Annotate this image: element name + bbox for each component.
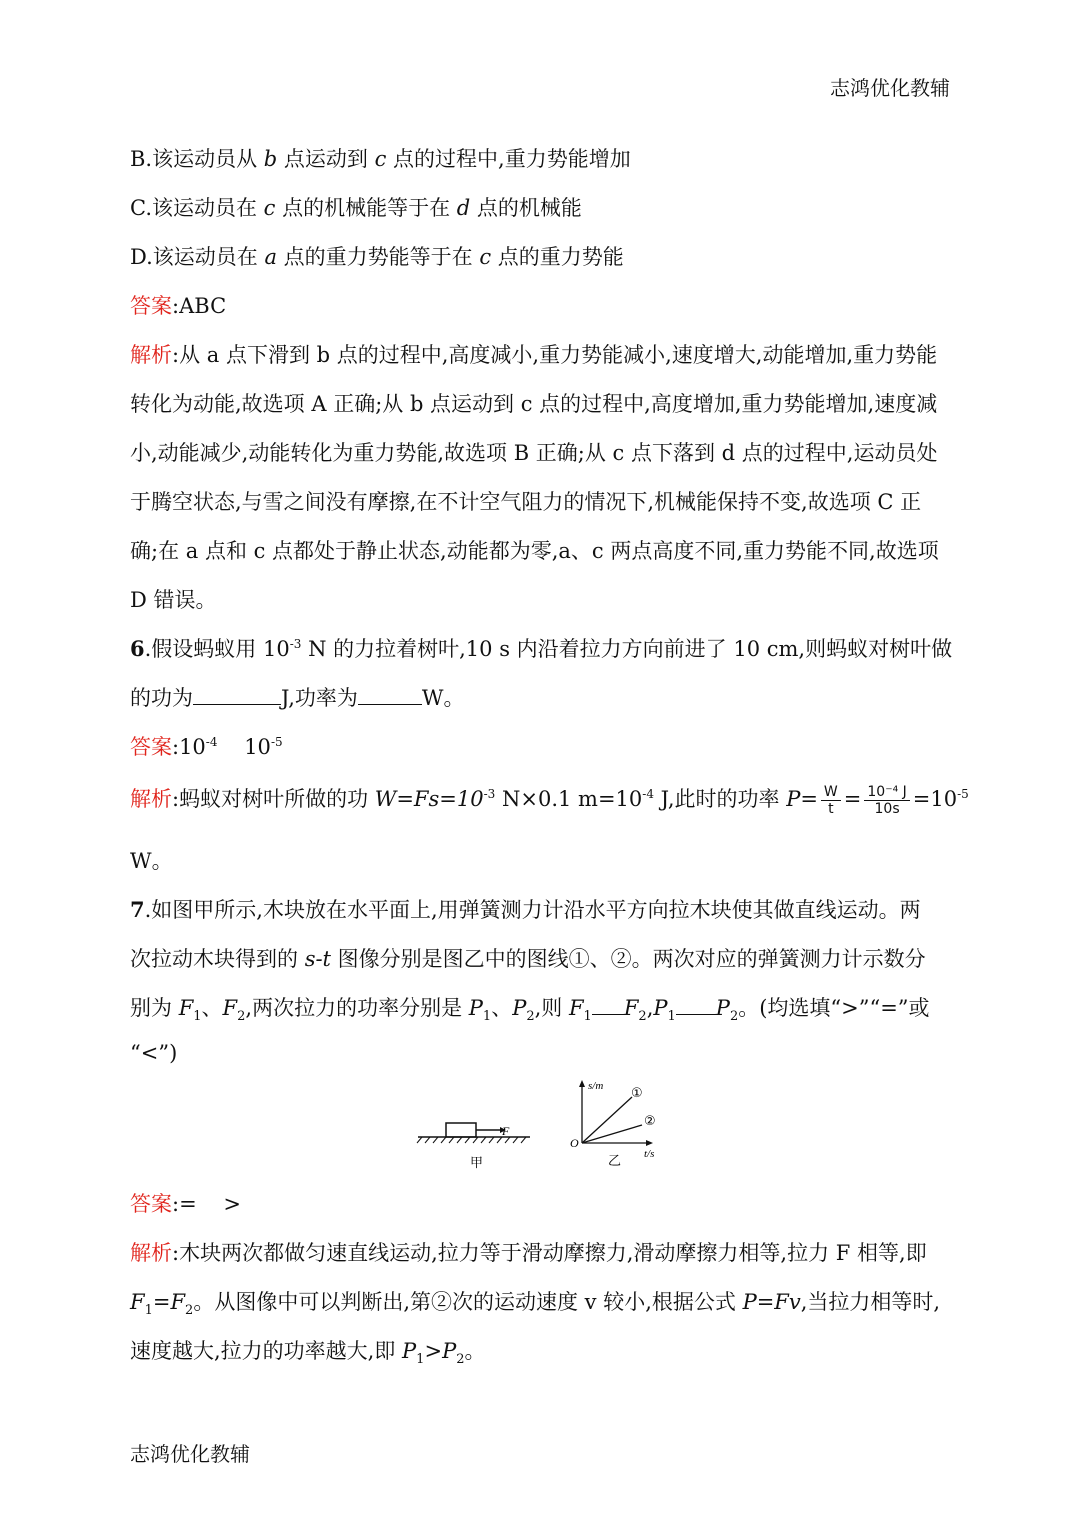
q5-analysis-line: 于腾空状态,与雪之间没有摩擦,在不计空气阻力的情况下,机械能保持不变,故选项 C 正 xyxy=(130,490,922,514)
x-axis-label: t/s xyxy=(644,1148,655,1160)
q5-analysis-line: 解析:从 a 点下滑到 b 点的过程中,高度减小,重力势能减小,速度增大,动能增加,重力势能 xyxy=(130,343,938,367)
answer-blank xyxy=(592,996,624,1015)
origin-label: O xyxy=(570,1136,579,1150)
option-c: C.该运动员在 c 点的机械能等于在 d 点的机械能 xyxy=(130,196,582,220)
q7-analysis-line: 解析:木块两次都做匀速直线运动,拉力等于滑动摩擦力,滑动摩擦力相等,拉力 F 相等,即 xyxy=(130,1241,927,1265)
fraction: $\frac{\text{10⁻⁴ J}}{10s}$ xyxy=(864,784,909,817)
q6-question-line: 6.假设蚂蚁用 $10^{-3}$ N 的力拉着树叶,10 s 内沿着拉力方向前进了 10 cm,则蚂蚁对树叶做 xyxy=(130,636,953,661)
label-jia: 甲 xyxy=(470,1156,484,1171)
q5-analysis-line: D 错误。 xyxy=(130,588,217,612)
q5-analysis-line: 转化为动能,故选项 A 正确;从 b 点运动到 c 点的过程中,高度增加,重力势能增加,速度减 xyxy=(130,392,938,416)
q7-question-line: 别为 $F_1$、$F_2$,两次拉力的功率分别是 $P_1$、$P_2$,则 $F_1$ $F_2,P_1$ $P_2$。(均选填“>”“=”或 xyxy=(130,996,930,1025)
x-arrow-icon xyxy=(646,1140,653,1146)
label-yi: 乙 xyxy=(608,1154,622,1169)
q7-question-line: 次拉动木块得到的 s-t 图像分别是图乙中的图线①、②。两次对应的弹簧测力计示数分 xyxy=(130,947,926,971)
q7-analysis-line: $F_1=F_2$。从图像中可以判断出,第②次的运动速度 v 较小,根据公式 P=Fv,当拉力相等时, xyxy=(130,1290,941,1319)
answer-blank xyxy=(193,686,281,705)
ground-hatching xyxy=(417,1137,526,1143)
wood-block xyxy=(446,1123,476,1137)
page-header: 志鸿优化教辅 xyxy=(830,76,950,100)
experiment-diagram xyxy=(410,1075,670,1175)
answer-blank xyxy=(358,686,422,705)
option-d: D.该运动员在 a 点的重力势能等于在 c 点的重力势能 xyxy=(130,245,624,269)
q6-question-line: 的功为 J,功率为 W。 xyxy=(130,686,465,710)
line-2-label: ② xyxy=(644,1114,656,1129)
y-arrow-icon xyxy=(579,1080,585,1087)
page-footer: 志鸿优化教辅 xyxy=(130,1442,250,1466)
q7-answer: 答案:= > xyxy=(130,1192,241,1216)
line-1-label: ① xyxy=(631,1086,643,1101)
q7-analysis-line: 速度越大,拉力的功率越大,即 $P_1>P_2$。 xyxy=(130,1339,486,1368)
q5-analysis-line: 确;在 a 点和 c 点都处于静止状态,动能都为零,a、c 两点高度不同,重力势能不同,故选项 xyxy=(130,539,939,563)
q6-analysis-end: W。 xyxy=(130,849,173,873)
q6-analysis: 解析:蚂蚁对树叶所做的功 $W=Fs=10^{-3}$ N×0.1 $m=10^{-4}$ J,此时的功率 P= $\frac{W}{t}$ = $\frac{\text{10⁻⁴ J}}{10s}$ $=10^{-5}$ xyxy=(130,784,969,817)
q6-answer: 答案$:10^{-4}$ $10^{-5}$ xyxy=(130,735,283,759)
y-axis-label: s/m xyxy=(588,1080,604,1092)
q5-analysis-line: 小,动能减少,动能转化为重力势能,故选项 B 正确;从 c 点下落到 d 点的过程中,运动员处 xyxy=(130,441,938,465)
option-b: B.该运动员从 b 点运动到 c 点的过程中,重力势能增加 xyxy=(130,147,631,171)
q7-question-line: “<”) xyxy=(130,1041,178,1065)
q7-question-line: 7.如图甲所示,木块放在水平面上,用弹簧测力计沿水平方向拉木块使其做直线运动。两 xyxy=(130,897,921,922)
q5-answer: 答案:ABC xyxy=(130,294,227,318)
answer-blank xyxy=(676,996,716,1015)
force-label: F xyxy=(502,1124,510,1138)
fraction: $\frac{W}{t}$ xyxy=(821,784,841,817)
